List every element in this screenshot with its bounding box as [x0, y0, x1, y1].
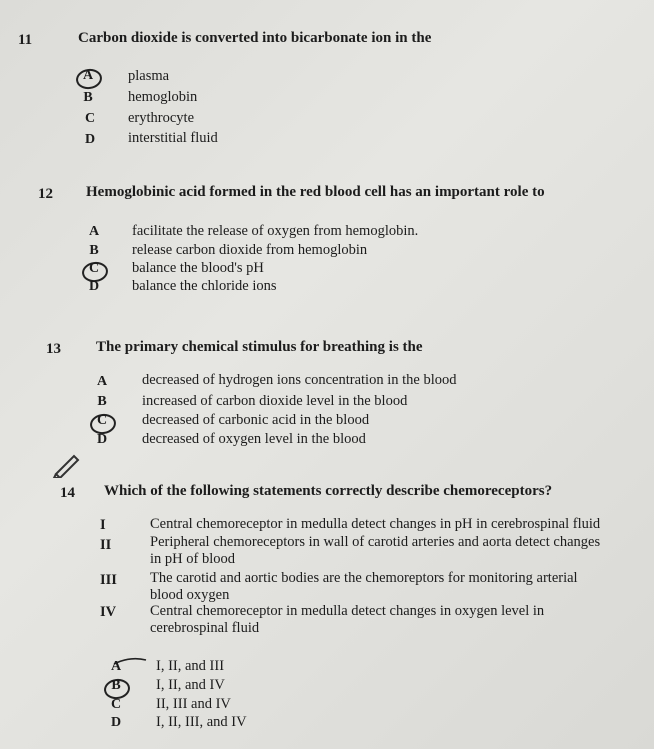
- q11-option-b-text: hemoglobin: [128, 89, 198, 105]
- q14-option-c-letter: C: [110, 697, 122, 712]
- q11-option-a-text: plasma: [128, 68, 170, 84]
- q14-option-d-text: I, II, III, and IV: [156, 714, 247, 730]
- statement-iv-numeral: IV: [100, 604, 117, 620]
- q13-option-c-letter: C: [96, 413, 108, 428]
- q11-option-c-letter: C: [84, 111, 96, 126]
- question-14-text: Which of the following statements correctly describe chemoreceptors?: [104, 483, 553, 499]
- q13-option-a-letter: A: [96, 374, 108, 389]
- q14-option-d-letter: D: [110, 715, 122, 730]
- q12-option-d-letter: D: [88, 279, 100, 294]
- q13-option-c-text: decreased of carbonic acid in the blood: [142, 412, 370, 428]
- statement-i-line1: Central chemoreceptor in medulla detect changes in pH in cerebrospinal fluid: [150, 516, 601, 532]
- q12-option-c-text: balance the blood's pH: [132, 260, 264, 276]
- q13-option-b-letter: B: [97, 394, 107, 409]
- statement-ii-numeral: II: [100, 537, 112, 553]
- question-14-number: 14: [60, 485, 75, 501]
- statement-iii-numeral: III: [100, 572, 117, 588]
- q11-option-b-letter: B: [83, 90, 93, 105]
- statement-ii-line2: in pH of blood: [150, 551, 235, 567]
- q12-option-b-letter: B: [89, 243, 99, 258]
- statement-iv-line1: Central chemoreceptor in medulla detect changes in oxygen level in: [150, 603, 545, 619]
- question-13-number: 13: [46, 341, 61, 357]
- statement-ii-line1: Peripheral chemoreceptors in wall of carotid arteries and aorta detect changes: [150, 534, 601, 550]
- q12-option-c-letter: C: [88, 261, 100, 276]
- statement-iii-line1: The carotid and aortic bodies are the chemoreptors for monitoring arterial: [150, 570, 578, 586]
- q12-option-a-text: facilitate the release of oxygen from hemoglobin.: [132, 223, 419, 239]
- q12-option-a-letter: A: [88, 224, 100, 239]
- q13-option-b-text: increased of carbon dioxide level in the blood: [142, 393, 408, 409]
- pencil-icon: [52, 452, 82, 478]
- q11-option-d-letter: D: [84, 132, 96, 147]
- q12-option-b-text: release carbon dioxide from hemoglobin: [132, 242, 368, 258]
- q14-option-b-letter: B: [111, 678, 121, 693]
- q14-option-b-text: I, II, and IV: [156, 677, 225, 693]
- question-13-text: The primary chemical stimulus for breathing is the: [96, 339, 423, 355]
- statement-iv-line2: cerebrospinal fluid: [150, 620, 260, 636]
- statement-i-numeral: I: [100, 517, 106, 533]
- q11-option-c-text: erythrocyte: [128, 110, 195, 126]
- question-12-number: 12: [38, 186, 53, 202]
- q11-option-a-letter: A: [82, 68, 94, 83]
- q12-option-d-text: balance the chloride ions: [132, 278, 277, 294]
- question-12-text: Hemoglobinic acid formed in the red blood cell has an important role to: [86, 184, 545, 200]
- question-11-text: Carbon dioxide is converted into bicarbonate ion in the: [78, 30, 432, 46]
- q14-option-a-text: I, II, and III: [156, 658, 225, 674]
- q11-option-d-text: interstitial fluid: [128, 130, 218, 146]
- statement-iii-line2: blood oxygen: [150, 587, 230, 603]
- q14-option-a-letter: A: [110, 659, 122, 674]
- question-11-number: 11: [18, 32, 33, 48]
- q14-option-c-text: II, III and IV: [156, 696, 231, 712]
- q13-option-a-text: decreased of hydrogen ions concentration in the blood: [142, 372, 457, 388]
- q13-option-d-text: decreased of oxygen level in the blood: [142, 431, 366, 447]
- q13-option-d-letter: D: [96, 432, 108, 447]
